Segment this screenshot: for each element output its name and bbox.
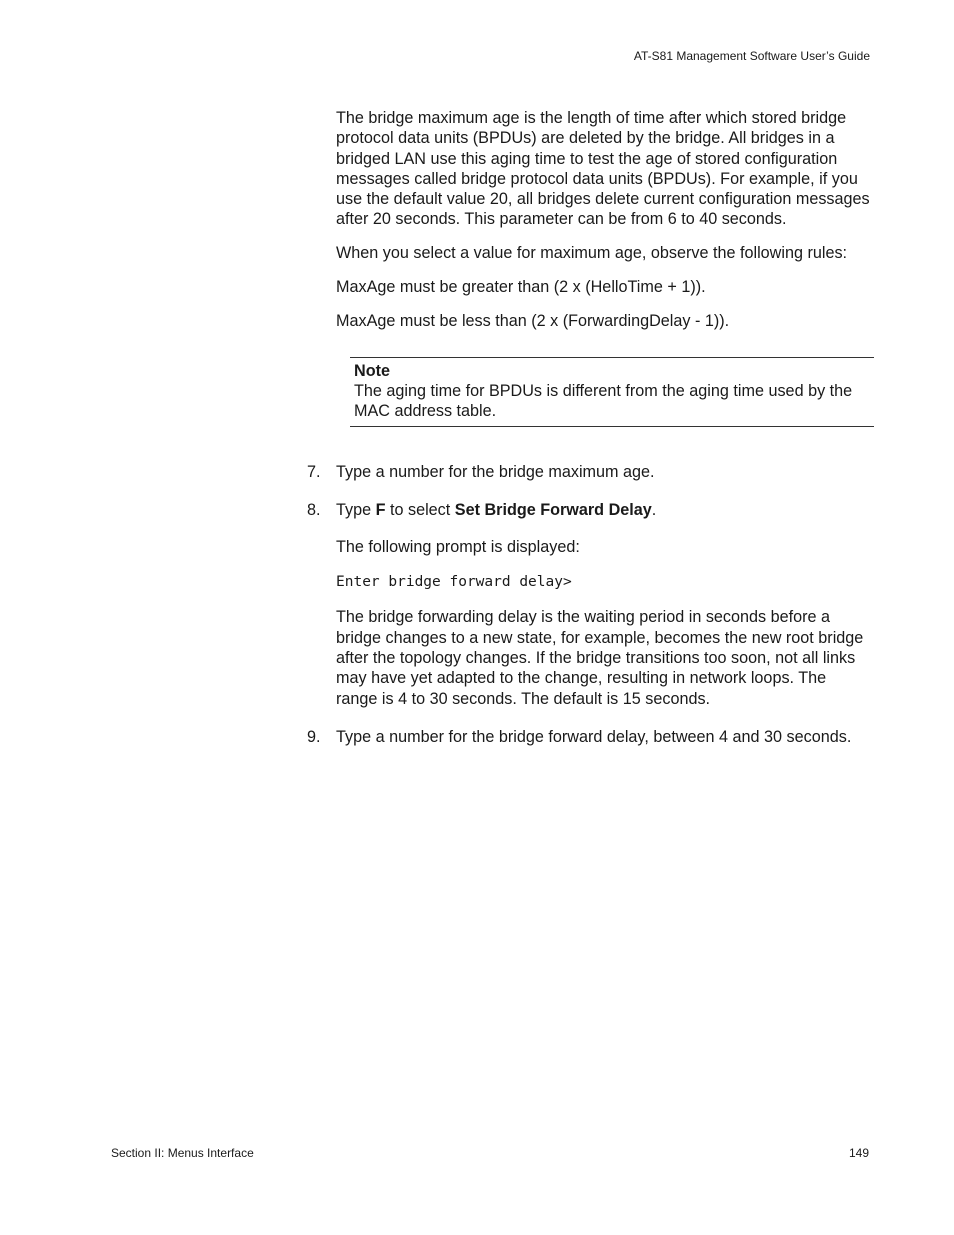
key-name: F xyxy=(375,500,386,519)
rules-intro-paragraph: When you select a value for maximum age, observe the following rules: xyxy=(336,243,848,262)
note-text: The aging time for BPDUs is different from the aging time used by the MAC address table. xyxy=(354,381,853,421)
step-text: Type a number for the bridge maximum age. xyxy=(336,462,655,481)
step-7 xyxy=(307,462,872,482)
step-8 xyxy=(307,500,872,520)
menu-option-name: Set Bridge Forward Delay xyxy=(454,500,652,519)
forward-delay-paragraph: The bridge forwarding delay is the waiting period in seconds before a bridge changes to a new state, for example, becomes the new root bridge after the topology changes. If the bridge transitions too soon, not all links may have yet adapted to the change, resulting in network loops. The range is 4 to 30 seconds. The default is 15 seconds. xyxy=(336,608,864,708)
step-text-part: Type xyxy=(336,500,376,519)
step-9 xyxy=(307,727,872,747)
step-number: 7. xyxy=(307,462,321,481)
step-text-part: . xyxy=(651,500,657,519)
prompt-code: Enter bridge forward delay> xyxy=(336,574,572,591)
page-content xyxy=(307,108,872,747)
rule-less-than: MaxAge must be less than (2 x (ForwardingDelay - 1)). xyxy=(336,312,730,331)
max-age-paragraph: The bridge maximum age is the length of time after which stored bridge protocol data units (BPDUs) are deleted by the bridge. All bridges in a bridged LAN use this aging time to test the age of stored configuration messages called bridge protocol data units (BPDUs). For example, if you use the default value 20, all bridges delete current configuration messages after 20 seconds. This parameter can be from 6 to 40 seconds. xyxy=(336,109,870,229)
step-number: 9. xyxy=(307,727,321,746)
step-number: 8. xyxy=(307,500,321,519)
step-text-part: to select xyxy=(385,500,455,519)
step-text: Type a number for the bridge forward delay, between 4 and 30 seconds. xyxy=(336,727,852,746)
note-box xyxy=(350,357,874,427)
note-title: Note xyxy=(354,361,390,380)
running-header: AT-S81 Management Software User’s Guide xyxy=(633,49,870,63)
page-number: 149 xyxy=(848,1146,869,1160)
prompt-intro: The following prompt is displayed: xyxy=(336,538,580,557)
footer-section: Section II: Menus Interface xyxy=(111,1146,254,1160)
rule-greater-than: MaxAge must be greater than (2 x (HelloTime + 1)). xyxy=(336,278,706,297)
